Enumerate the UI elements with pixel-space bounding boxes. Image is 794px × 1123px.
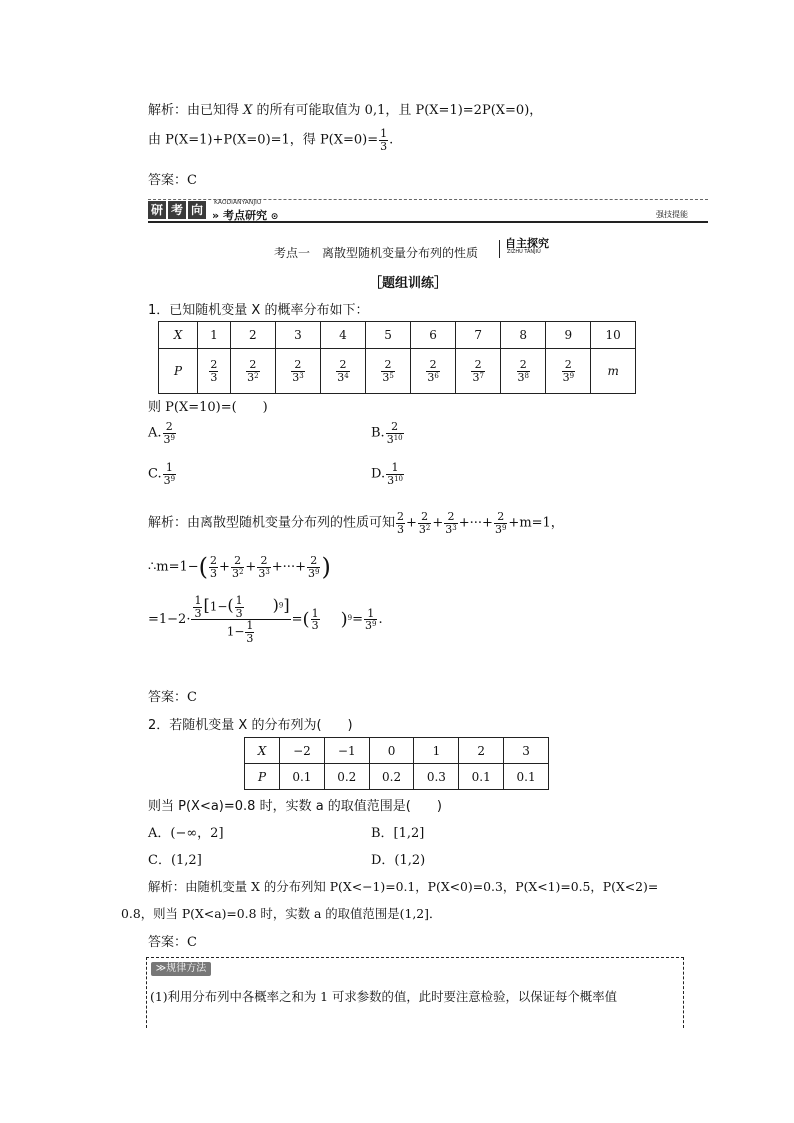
q2-answer: 答案：C — [148, 935, 197, 950]
banner-title-text: 考点研究 — [222, 209, 267, 222]
prev-analysis-var: X — [243, 103, 253, 118]
method-text: (1)利用分布列中各概率之和为 1 可求参数的值，此时要注意检验，以保证每个概率值 — [150, 989, 617, 1004]
table-cell: 10 — [591, 322, 636, 349]
fraction: $\frac{1}{3}$ — [380, 127, 388, 153]
table-cell: m — [591, 349, 636, 394]
q2-analysis-line2: 0.8，则当 P(X<a)=0.8 时，实数 a 的取值范围是(1,2]． — [121, 906, 442, 921]
prev-analysis-line1 — [148, 99, 542, 118]
table-cell: $\frac{2}{3}$ — [198, 349, 231, 394]
banner-pinyin: KAODIANYANJIU — [214, 199, 262, 206]
banner-badge: 研 — [148, 201, 166, 219]
table-cell: 0.2 — [369, 764, 414, 790]
table-cell: 4 — [320, 322, 365, 349]
table-cell: −1 — [324, 738, 369, 764]
table-cell: $\frac{2}{3^2}$ — [230, 349, 275, 394]
table-cell: −2 — [280, 738, 325, 764]
q2-option-a: A．(−∞，2] — [148, 826, 224, 841]
table-cell: 0.1 — [459, 764, 504, 790]
table-cell: $\frac{2}{3^3}$ — [275, 349, 320, 394]
banner-badge: 向 — [188, 201, 206, 219]
table-row — [245, 738, 549, 764]
q2-analysis-line1: 解析：由随机变量 X 的分布列知 P(X<−1)=0.1，P(X<0)=0.3，P(X<1)=0.5，P(X<2)= — [148, 879, 659, 894]
banner-right: 强技提能 — [656, 210, 688, 219]
banner-badge: 考 — [168, 201, 186, 219]
q2-stem: 2．若随机变量 X 的分布列为( ) — [148, 718, 353, 733]
section-divider — [499, 240, 500, 258]
table-cell: 9 — [546, 322, 591, 349]
q1-option-c: C. $\frac{1}{3^9}$ — [148, 461, 176, 487]
table-cell: $\frac{2}{3^9}$ — [546, 349, 591, 394]
play-circle-icon: ⊙ — [270, 212, 279, 222]
q1-ask: 则 P(X=10)=( ) — [148, 400, 268, 415]
prev-analysis-text: 解析：由已知得 — [148, 103, 244, 118]
group-heading: ［题组训练］ — [369, 276, 448, 291]
table-cell: 0 — [369, 738, 414, 764]
table-cell: 3 — [275, 322, 320, 349]
table-header-p: P — [159, 349, 198, 394]
table-cell: $\frac{2}{3^8}$ — [501, 349, 546, 394]
q1-option-a: A. $\frac{2}{3^9}$ — [148, 420, 175, 446]
q1-option-b: B. $\frac{2}{3^{10}}$ — [371, 420, 403, 446]
prev-answer: 答案：C — [148, 173, 197, 188]
prev-analysis-text: 由 P(X=1)+P(X=0)=1，得 P(X=0)= — [148, 132, 379, 148]
table-cell: 7 — [456, 322, 501, 349]
banner-solid-line — [148, 221, 708, 223]
q1-option-d: D. $\frac{1}{3^{10}}$ — [371, 461, 404, 487]
table-cell: 2 — [230, 322, 275, 349]
table-cell: 1 — [414, 738, 459, 764]
q2-option-c: C．(1,2] — [148, 853, 202, 868]
table-row — [159, 322, 636, 349]
q1-analysis-step1: ∴m=1−( $\frac{2}{3}$ + $\frac{2}{3^2}$ + $\frac{2}{3^3}$ +···+ $\frac{2}{3^9}$ ) — [148, 553, 331, 581]
table-cell: 0.1 — [280, 764, 325, 790]
q2-option-d: D．(1,2) — [371, 853, 426, 868]
table-header-x: X — [159, 322, 198, 349]
banner-arrows: » — [212, 209, 220, 222]
table-cell: 0.3 — [414, 764, 459, 790]
table-header-p: P — [245, 764, 280, 790]
table-cell: 8 — [501, 322, 546, 349]
q1-distribution-table — [158, 321, 636, 394]
table-cell: 6 — [411, 322, 456, 349]
table-cell: $\frac{2}{3^4}$ — [320, 349, 365, 394]
q2-distribution-table — [244, 737, 549, 790]
q1-stem: 1．已知随机变量 X 的概率分布如下： — [148, 303, 369, 318]
table-cell: 3 — [504, 738, 549, 764]
section-title: 考点一 离散型随机变量分布列的性质 — [274, 246, 479, 260]
table-row — [159, 349, 636, 394]
table-cell: $\frac{2}{3^6}$ — [411, 349, 456, 394]
method-badge: ≫规律方法 — [151, 962, 211, 976]
table-cell: 2 — [459, 738, 504, 764]
q2-option-b: B．[1,2] — [371, 826, 425, 841]
prev-analysis-line2: 由 P(X=1)+P(X=0)=1，得 P(X=0)= $\frac{1}{3}$ . — [148, 127, 394, 153]
table-header-x: X — [245, 738, 280, 764]
section-tag: 自主探究 — [505, 237, 549, 250]
table-cell: 0.2 — [324, 764, 369, 790]
q2-ask: 则当 P(X<a)=0.8 时，实数 a 的取值范围是( ) — [148, 799, 442, 814]
table-row — [245, 764, 549, 790]
q1-analysis-step2: =1−2· $\frac{1}{3}$ [1−( $\frac{1}{3}$ )$^9$] 1− $\frac{1}{3}$ =( $\frac{1}{3}$ )$^9$= $\frac{1}{3^9}$ . — [148, 594, 383, 645]
q1-analysis-line1: 解析：由离散型随机变量分布列的性质可知 $\frac{2}{3}$ + $\frac{2}{3^2}$ + $\frac{2}{3^3}$ +···+ $\frac{2}{3^9}$ +m=1， — [148, 510, 564, 536]
table-cell: 1 — [198, 322, 231, 349]
table-cell: 5 — [366, 322, 411, 349]
prev-analysis-text: 的所有可能取值为 0,1，且 P(X=1)=2P(X=0)， — [252, 103, 543, 118]
table-cell: $\frac{2}{3^7}$ — [456, 349, 501, 394]
table-cell: 0.1 — [504, 764, 549, 790]
section-tag-pinyin: ZIZHU TANJIU — [507, 249, 541, 255]
q1-answer: 答案：C — [148, 690, 197, 705]
table-cell: $\frac{2}{3^5}$ — [366, 349, 411, 394]
